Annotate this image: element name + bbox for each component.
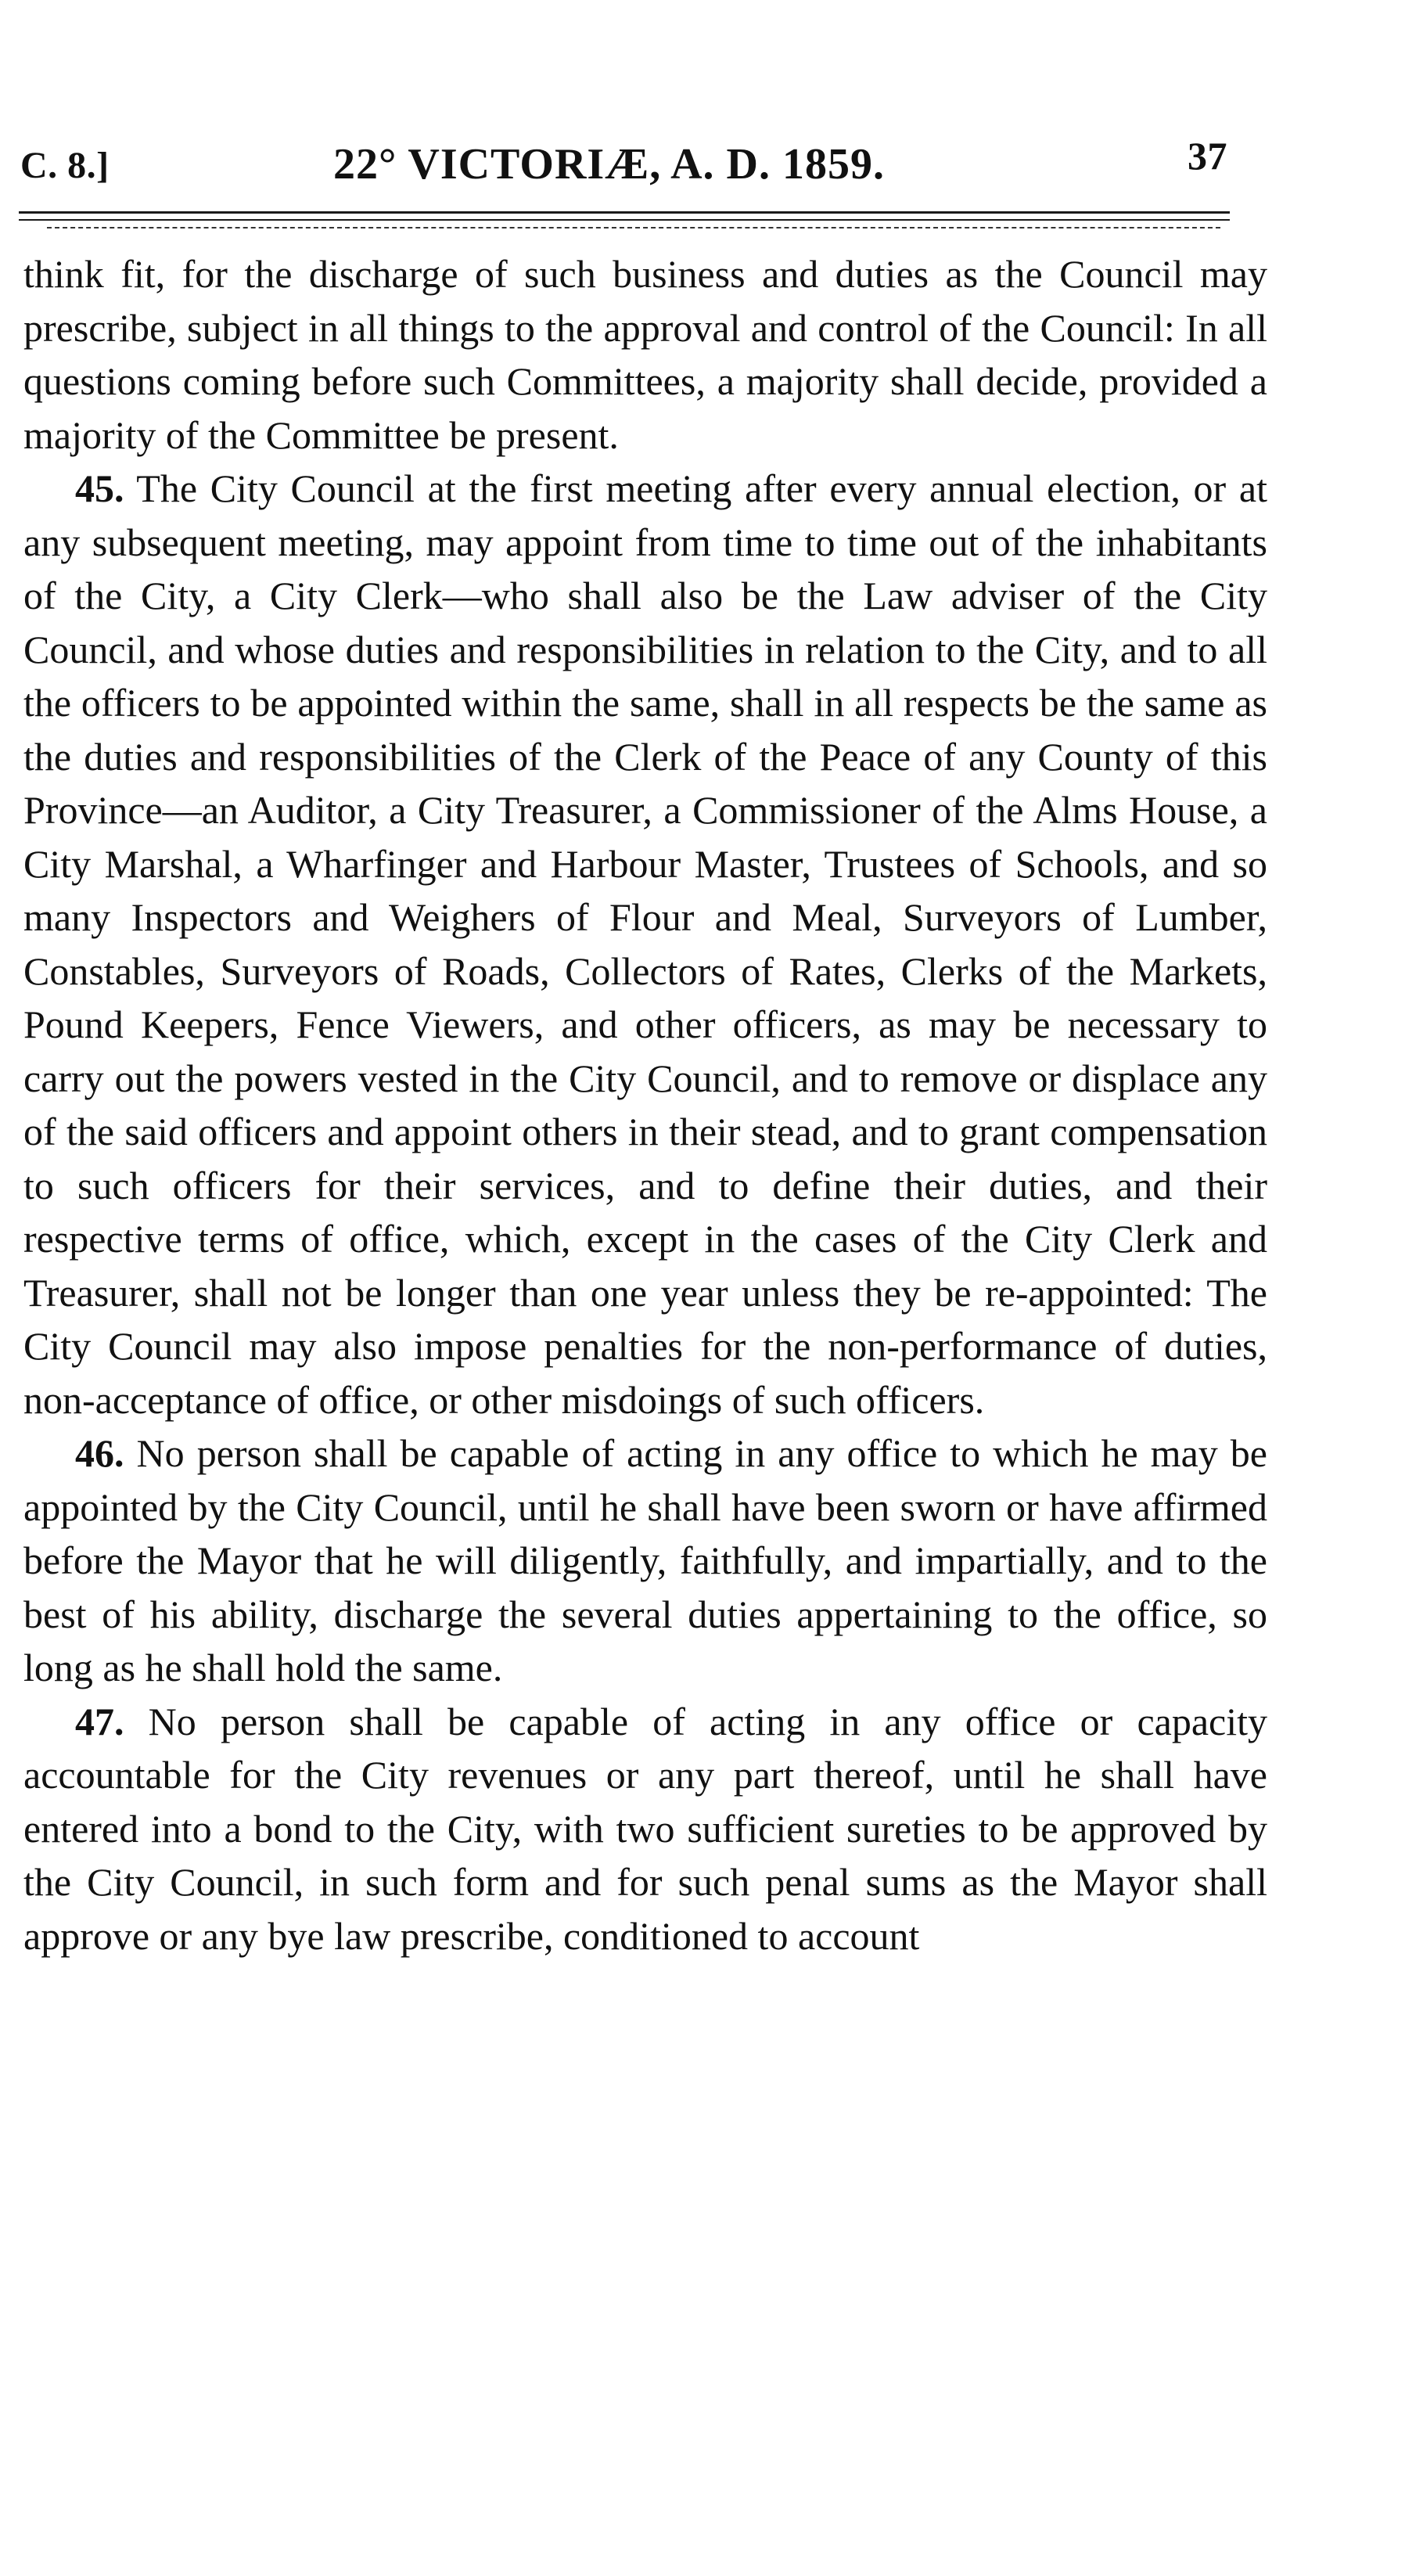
header-rule-top	[19, 211, 1230, 214]
statute-body	[23, 247, 1267, 1963]
chapter-reference: C. 8.]	[20, 145, 110, 186]
header-rule-middle	[19, 219, 1230, 221]
section-text: The City Council at the first meeting after every annual election, or at any subsequent meeting, may appoint from time to time out of the inhabitants of the City, a City Clerk—who shall also be the Law adviser of the City Council, and whose duties and responsibilities in relation to the City, and to all the officers to be appointed within the same, shall in all respects be the same as the duties and responsibilities of the Clerk of the Peace of any County of this Province—an Auditor, a City Treasurer, a Commissioner of the Alms House, a City Marshal, a Wharfinger and Harbour Master, Trustees of Schools, and so many Inspectors and Weighers of Flour and Meal, Surveyors of Lumber, Constables, Surveyors of Roads, Collectors of Rates, Clerks of the Markets, Pound Keepers, Fence Viewers, and other officers, as may be necessary to carry out the powers vested in the City Council, and to remove or displace any of the said officers and appoint others in their stead, and to grant compensation to such officers for their services, and to define their duties, and their respective terms of office, which, except in the cases of the City Clerk and Treasurer, shall not be longer than one year unless they be re-appointed: The City Council may also impose penalties for the non-performance of duties, non-acceptance of office, or other misdoings of such officers.	[23, 466, 1267, 1422]
running-header	[20, 134, 1227, 205]
section-text: No person shall be capable of acting in any office or capacity accountable for the City revenues or any part thereof, until he shall have entered into a bond to the City, with two sufficient sureties to be approved by the City Council, in such form and for such penal sums as the Mayor shall approve or any bye law prescribe, conditioned to account	[23, 1699, 1267, 1958]
section-45	[23, 462, 1267, 1427]
header-rule-dashed	[47, 227, 1220, 228]
section-number: 47.	[75, 1699, 124, 1743]
section-number: 46.	[75, 1431, 124, 1475]
section-47	[23, 1695, 1267, 1963]
section-46	[23, 1427, 1267, 1695]
page-number: 37	[1188, 134, 1227, 178]
section-number: 45.	[75, 466, 124, 510]
continued-paragraph: think fit, for the discharge of such business and duties as the Council may prescribe, subject in all things to the approval and control of the Council: In all questions coming before such Committees, a majority shall decide, provided a majority of the Committee be present.	[23, 252, 1267, 457]
section-text: No person shall be capable of acting in any office to which he may be appointed by the City Council, until he shall have been sworn or have affirmed before the Mayor that he will diligently, faithfully, and impartially, and to the best of his ability, discharge the several duties appertaining to the office, so long as he shall hold the same.	[23, 1431, 1267, 1689]
regnal-year-heading: 22° VICTORIÆ, A. D. 1859.	[333, 140, 885, 189]
